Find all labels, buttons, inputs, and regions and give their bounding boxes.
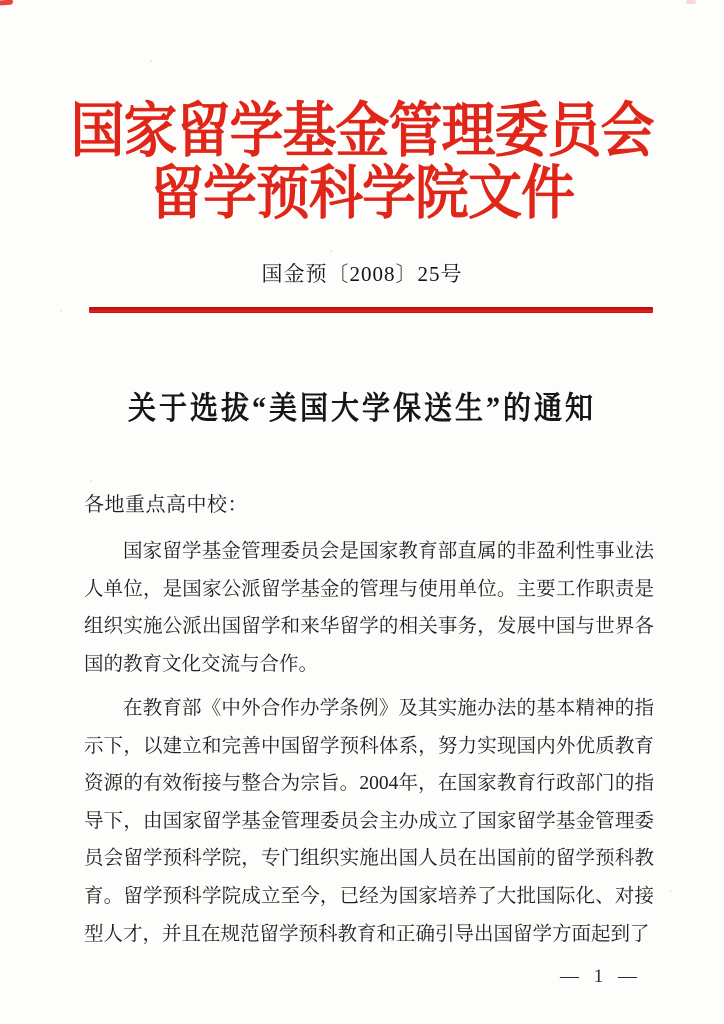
red-scan-smudge-top-right: [686, 0, 696, 4]
letterhead-line-1: 国家留学基金管理委员会: [70, 98, 654, 164]
red-divider-line: [89, 307, 653, 313]
body-paragraph-1: [84, 533, 654, 683]
red-scan-artifact-top-left: [0, 0, 13, 5]
letterhead-line-2: 留学预科学院文件: [150, 161, 574, 226]
page-number: — 1 —: [560, 966, 642, 987]
paragraph-text: 在教育部《中外合作办学条例》及其实施办法的基本精神的指示下，以建立和完善中国留学预科体系，努力实现国内外优质教育资源的有效衔接与整合为宗旨。2004年，在国家教育行政部门的指导下，由国家留学基金管理委员会主办成立了国家留学基金管理委员会留学预科学院，专门组织实施出国人员在出国前的留学预科教育。留学预科学院成立至今，已经为国家培养了大批国际化、对接型人才，并且在规范留学预科教育和正确引导出国留学方面起到了: [84, 698, 654, 945]
paragraph-text: 国家留学基金管理委员会是国家教育部直属的非盈利性事业法人单位，是国家公派留学基金的管理与使用单位。主要工作职责是组织实施公派出国留学和来华留学的相关事务，发展中国与世界各国的教育文化交流与合作。: [84, 541, 654, 675]
body-paragraph-2: [84, 690, 654, 953]
notice-title: 关于选拔“美国大学保送生”的通知: [127, 391, 596, 427]
scan-noise-speckles: [150, 60, 152, 62]
salutation: 各地重点高中校：: [84, 494, 248, 516]
document-reference-number: 国金预〔2008〕25号: [261, 262, 463, 286]
